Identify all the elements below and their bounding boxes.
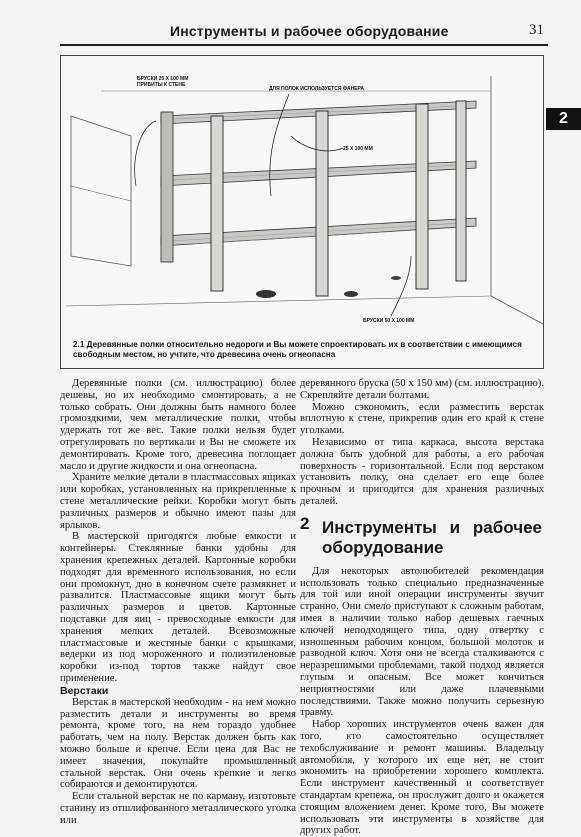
caption-text: Деревянные полки относительно недороги и Вы можете спроектировать их в соответствии с имеющимся свободным местом, но учтите, что древесина очень огнеопасна: [73, 340, 522, 359]
figure-caption: [73, 340, 535, 360]
chapter-tab: 2: [546, 108, 581, 130]
paragraph: Независимо от типа каркаса, высота верстака должна быть удобной для работы, а его рабочая поверхность - горизонтальной. Если под верстаком установить полку, она сделает его еще более прочным и пригодится для хранения различных деталей.: [300, 436, 544, 507]
label-bottom-bars: БРУСКИ 50 X 100 ММ: [363, 318, 415, 324]
paragraph: деревянного бруска (50 х 150 мм) (см. иллюстрацию). Скрепляйте детали болтами.: [300, 378, 544, 401]
paragraph: Храните мелкие детали в пластмассовых ящиках или коробках, установленных на прикрепленные к стене металлические рейки. Коробки могут быть различных размеров и обычно имеют пазы для ярлыков.: [60, 472, 296, 531]
paragraph: В мастерской пригодятся любые емкости и контейнеры. Стеклянные банки удобны для хранения крепежных деталей. Картонные коробки подходят для временного использования, но если они промокнут, дно в конечном счете размякнет и развалится. Пластмассовые ящики могут быть различных размеров и цветов. Картонные подставки для яиц - превосходные емкости для хранения мелких деталей. Всевозможные пластмассовые и жестяные банки с крышками, ведерки из под мороженного и полиэтиленовые коробки из-под тортов также найдут свое применение.: [60, 531, 296, 684]
label-mid-bars: 25 X 100 ММ: [343, 146, 373, 152]
page-header: [60, 22, 548, 46]
page-number: 31: [529, 22, 544, 38]
paragraph: Если стальной верстак не по карману, изготовьте станину из отшлифованного металлического уголка или: [60, 791, 296, 826]
section-heading: [300, 513, 544, 558]
label-wall-bars: БРУСКИ 25 Х 100 ММ ПРИБИТЫ К СТЕНЕ: [137, 76, 189, 88]
subheading-workbenches: Верстаки: [60, 684, 109, 697]
right-column: [300, 378, 544, 837]
paragraph: Набор хороших инструментов очень важен для того, кто самостоятельно осуществляет техобслуживание и ремонт машины. Владельцу автомобиля, у которого их еще нет, не стоит экономить на приобретении хорошего комплекта. Если инструмент качественный и соответствует стандартам крепежа, он прослужит долго и окажется стоящим вложением денег. Кроме того, Вы можете использовать эти инструменты в хозяйстве для других работ.: [300, 719, 544, 837]
section-number: 2: [300, 513, 310, 533]
shelf-illustration: [61, 56, 543, 368]
figure-2-1: [60, 55, 544, 369]
section-title: Инструменты и рабочее оборудование: [322, 517, 542, 557]
paragraph: Верстак в мастерской необходим - на нем можно разместить детали и инструменты во время ремонта, кроме того, на нем гораздо удобнее работать, чем на полу. Верстак должен быть как можно больше и крепче. Если цена для Вас не имеет значения, покупайте промышленный стальной верстак. Они очень крепкие и легко собираются и демонтируются.: [60, 696, 296, 791]
header-title: Инструменты и рабочее оборудование: [170, 23, 449, 39]
paragraph: Можно сэкономить, если разместить верстак вплотную к стене, прикрепив один его край к стене уголками.: [300, 401, 544, 437]
caption-number: 2.1: [73, 340, 85, 349]
label-plywood: ДЛЯ ПОЛОК ИСПОЛЬЗУЕТСЯ ФАНЕРА: [269, 86, 365, 92]
left-column: [60, 378, 296, 826]
paragraph: Деревянные полки (см. иллюстрацию) более дешевы, но их необходимо смонтировать, а не только собрать. Они должны быть намного более громоздкими, чем металлические полки, чтобы удержать тот же вес. Такие полки нельзя будет отрегулировать по вертикали и Вы не сможете их демонтировать. Кроме того, древесина поглощает масло и другие жидкости и она огнеопасна.: [60, 378, 296, 472]
paragraph: Для некоторых автолюбителей рекомендация использовать только специально предназначенные для той или иной операции инструменты звучит странно. Они смело приступают к сложным работам, имея в наличии только набор дешевых гаечных ключей неподходящего типа, одну отвертку с изношенным рабочим концом, большой молоток и разводной ключ. Хотя они не всегда сталкиваются с неразрешимыми проблемами, такой подход является глупым и опасным. Все может кончиться неприятностями или даже плачевными последствиями. Также можно получить серьезную травму.: [300, 565, 544, 719]
